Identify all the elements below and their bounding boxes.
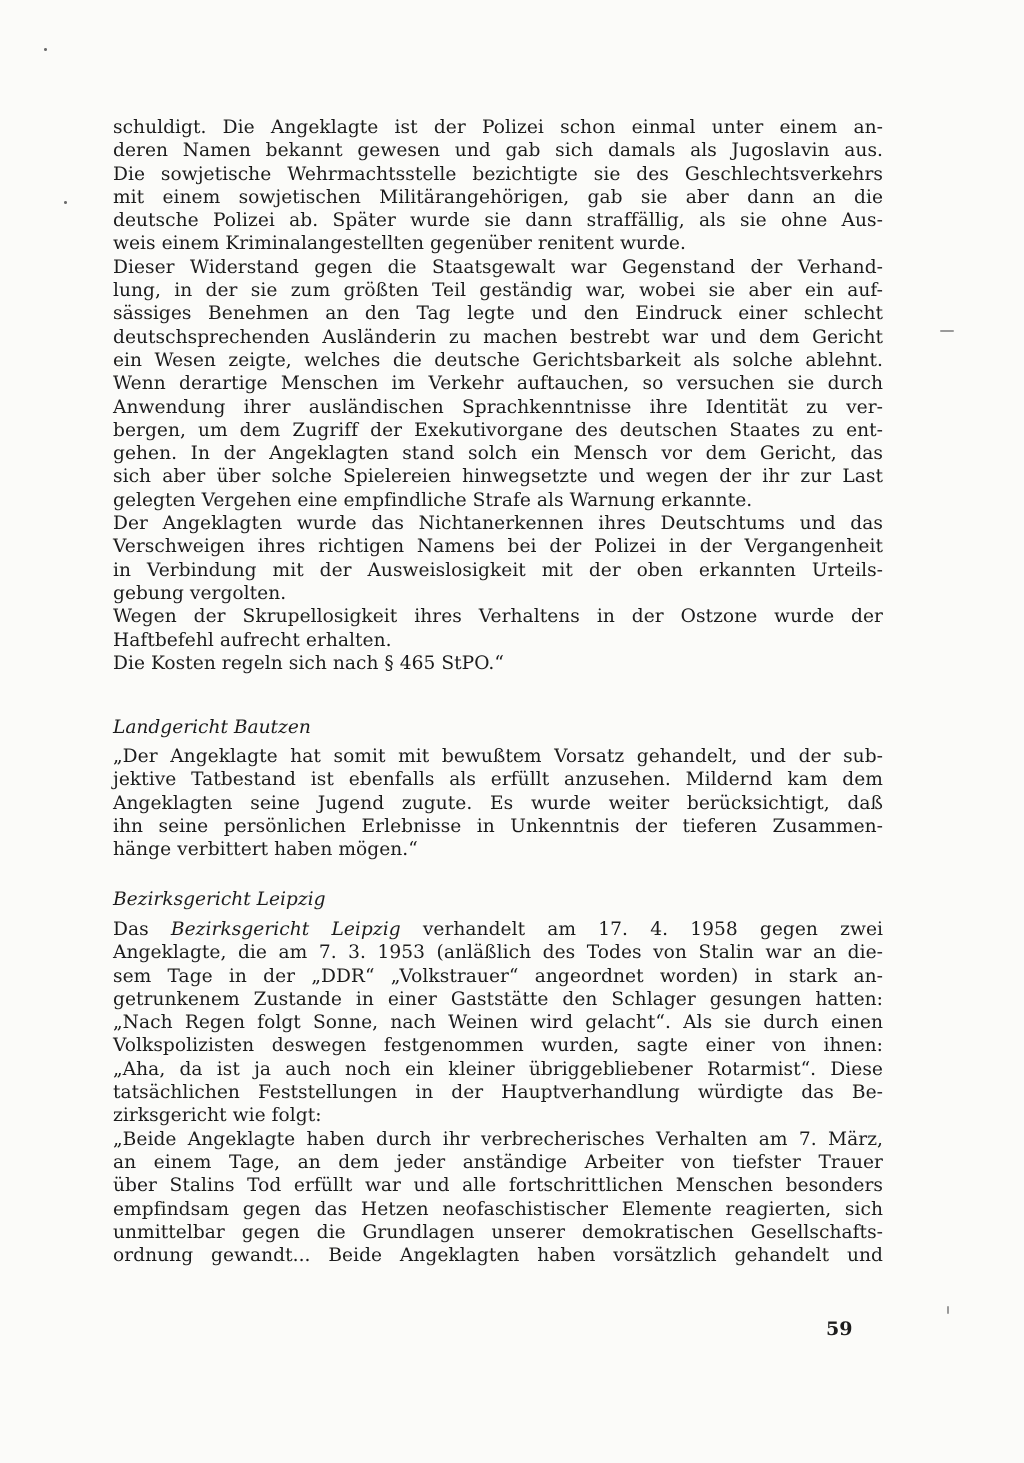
text-line: Verschweigen ihres richtigen Namens bei der Polizei in der Vergangenheit	[113, 536, 883, 558]
text-line: ordnung gewandt... Beide Angeklagten haben vorsätzlich gehandelt und	[113, 1245, 883, 1267]
text-line: getrunkenem Zustande in einer Gaststätte den Schlager gesungen hatten:	[113, 988, 883, 1010]
text-line: „Aha, da ist ja auch noch ein kleiner übriggebliebener Rotarmist“. Diese	[113, 1058, 883, 1080]
text-line: empfindsam gegen das Hetzen neofaschistischer Elemente reagierten, sich	[113, 1198, 883, 1220]
text-line: lung, in der sie zum größten Teil geständig war, wobei sie aber ein auf-	[113, 280, 883, 302]
text-line: sem Tage in der „DDR“ „Volkstrauer“ angeordnet worden) in stark an-	[113, 965, 883, 987]
scan-speck	[940, 330, 954, 332]
heading-bezirksgericht-leipzig: Bezirksgericht Leipzig	[113, 889, 326, 910]
text-line: jektive Tatbestand ist ebenfalls als erfüllt anzusehen. Mildernd kam dem	[113, 769, 883, 791]
text-line: Der Angeklagten wurde das Nichtanerkennen ihres Deutschtums und das	[113, 513, 883, 535]
text-line: über Stalins Tod erfüllt war und alle fortschrittlichen Menschen besonders	[113, 1175, 883, 1197]
text-line: tatsächlichen Feststellungen in der Hauptverhandlung würdigte das Be-	[113, 1082, 883, 1104]
text-line: mit einem sowjetischen Militärangehörigen, gab sie aber dann an die	[113, 186, 883, 208]
text-line: in Verbindung mit der Ausweislosigkeit mit der oben erkannten Urteils-	[113, 559, 883, 581]
scan-speck	[64, 201, 67, 204]
text-line: sässiges Benehmen an den Tag legte und den Eindruck einer schlecht	[113, 303, 883, 325]
text-line: deutschsprechenden Ausländerin zu machen bestrebt war und dem Gericht	[113, 326, 883, 348]
text-line: „Nach Regen folgt Sonne, nach Weinen wird gelacht“. Als sie durch einen	[113, 1012, 883, 1034]
text-line: Die Kosten regeln sich nach § 465 StPO.“	[113, 652, 504, 674]
heading-landgericht-bautzen: Landgericht Bautzen	[113, 717, 311, 738]
text-line: Volkspolizisten deswegen festgenommen wurden, sagte einer von ihnen:	[113, 1035, 883, 1057]
scan-speck	[947, 1306, 949, 1314]
text-line: Anwendung ihrer ausländischen Sprachkenntnisse ihre Identität zu ver-	[113, 396, 883, 418]
text-line: deren Namen bekannt gewesen und gab sich damals als Jugoslavin aus.	[113, 140, 883, 162]
text-line: Dieser Widerstand gegen die Staatsgewalt war Gegenstand der Verhand-	[113, 256, 883, 278]
text-line: an einem Tage, an dem jeder anständige Arbeiter von tiefster Trauer	[113, 1151, 883, 1173]
court-name: Bezirksgericht Leipzig	[170, 919, 401, 940]
text-line: ein Wesen zeigte, welches die deutsche Gerichtsbarkeit als solche ablehnt.	[113, 349, 883, 371]
text-line: bergen, um dem Zugriff der Exekutivorgane des deutschen Staates zu ent-	[113, 419, 883, 441]
text-line: gebung vergolten.	[113, 582, 287, 604]
text-line: weis einem Kriminalangestellten gegenüber renitent wurde.	[113, 233, 686, 255]
text-line: schuldigt. Die Angeklagte ist der Polizei schon einmal unter einem an-	[113, 117, 883, 138]
text-line: Angeklagte, die am 7. 3. 1953 (anläßlich des Todes von Stalin war an die-	[113, 942, 883, 964]
text-line: sich aber über solche Spielereien hinwegsetzte und wegen der ihr zur Last	[113, 466, 883, 488]
text-line: Angeklagten seine Jugend zugute. Es wurde weiter berücksichtigt, daß	[113, 792, 883, 814]
text-block-leipzig	[113, 918, 883, 1267]
text-block-verdict-continuation	[113, 116, 883, 675]
text-line: gelegten Vergehen eine empfindliche Strafe als Warnung erkannte.	[113, 489, 753, 511]
text-line: ihn seine persönlichen Erlebnisse in Unkenntnis der tieferen Zusammen-	[113, 815, 883, 837]
text-line: hänge verbittert haben mögen.“	[113, 839, 418, 861]
text-line: Wenn derartige Menschen im Verkehr auftauchen, so versuchen sie durch	[113, 373, 883, 395]
page-number: 59	[826, 1318, 853, 1340]
text-line: Die sowjetische Wehrmachtsstelle bezichtigte sie des Geschlechtsverkehrs	[113, 163, 883, 185]
text-line: Das Bezirksgericht Leipzig verhandelt am 17. 4. 1958 gegen zwei	[113, 919, 883, 940]
text-line: unmittelbar gegen die Grundlagen unserer demokratischen Gesellschafts-	[113, 1221, 883, 1243]
text-line: „Beide Angeklagte haben durch ihr verbrecherisches Verhalten am 7. März,	[113, 1128, 883, 1150]
text-line: Haftbefehl aufrecht erhalten.	[113, 629, 392, 651]
text-line: Wegen der Skrupellosigkeit ihres Verhaltens in der Ostzone wurde der	[113, 606, 883, 628]
text-block-bautzen-quote	[113, 745, 883, 861]
text-line: zirksgericht wie folgt:	[113, 1105, 322, 1127]
scan-speck	[44, 48, 47, 51]
text-line: „Der Angeklagte hat somit mit bewußtem Vorsatz gehandelt, und der sub-	[113, 746, 883, 767]
text-line: gehen. In der Angeklagten stand solch ein Mensch vor dem Gericht, das	[113, 443, 883, 465]
text-line: deutsche Polizei ab. Später wurde sie dann straffällig, als sie ohne Aus-	[113, 210, 883, 232]
